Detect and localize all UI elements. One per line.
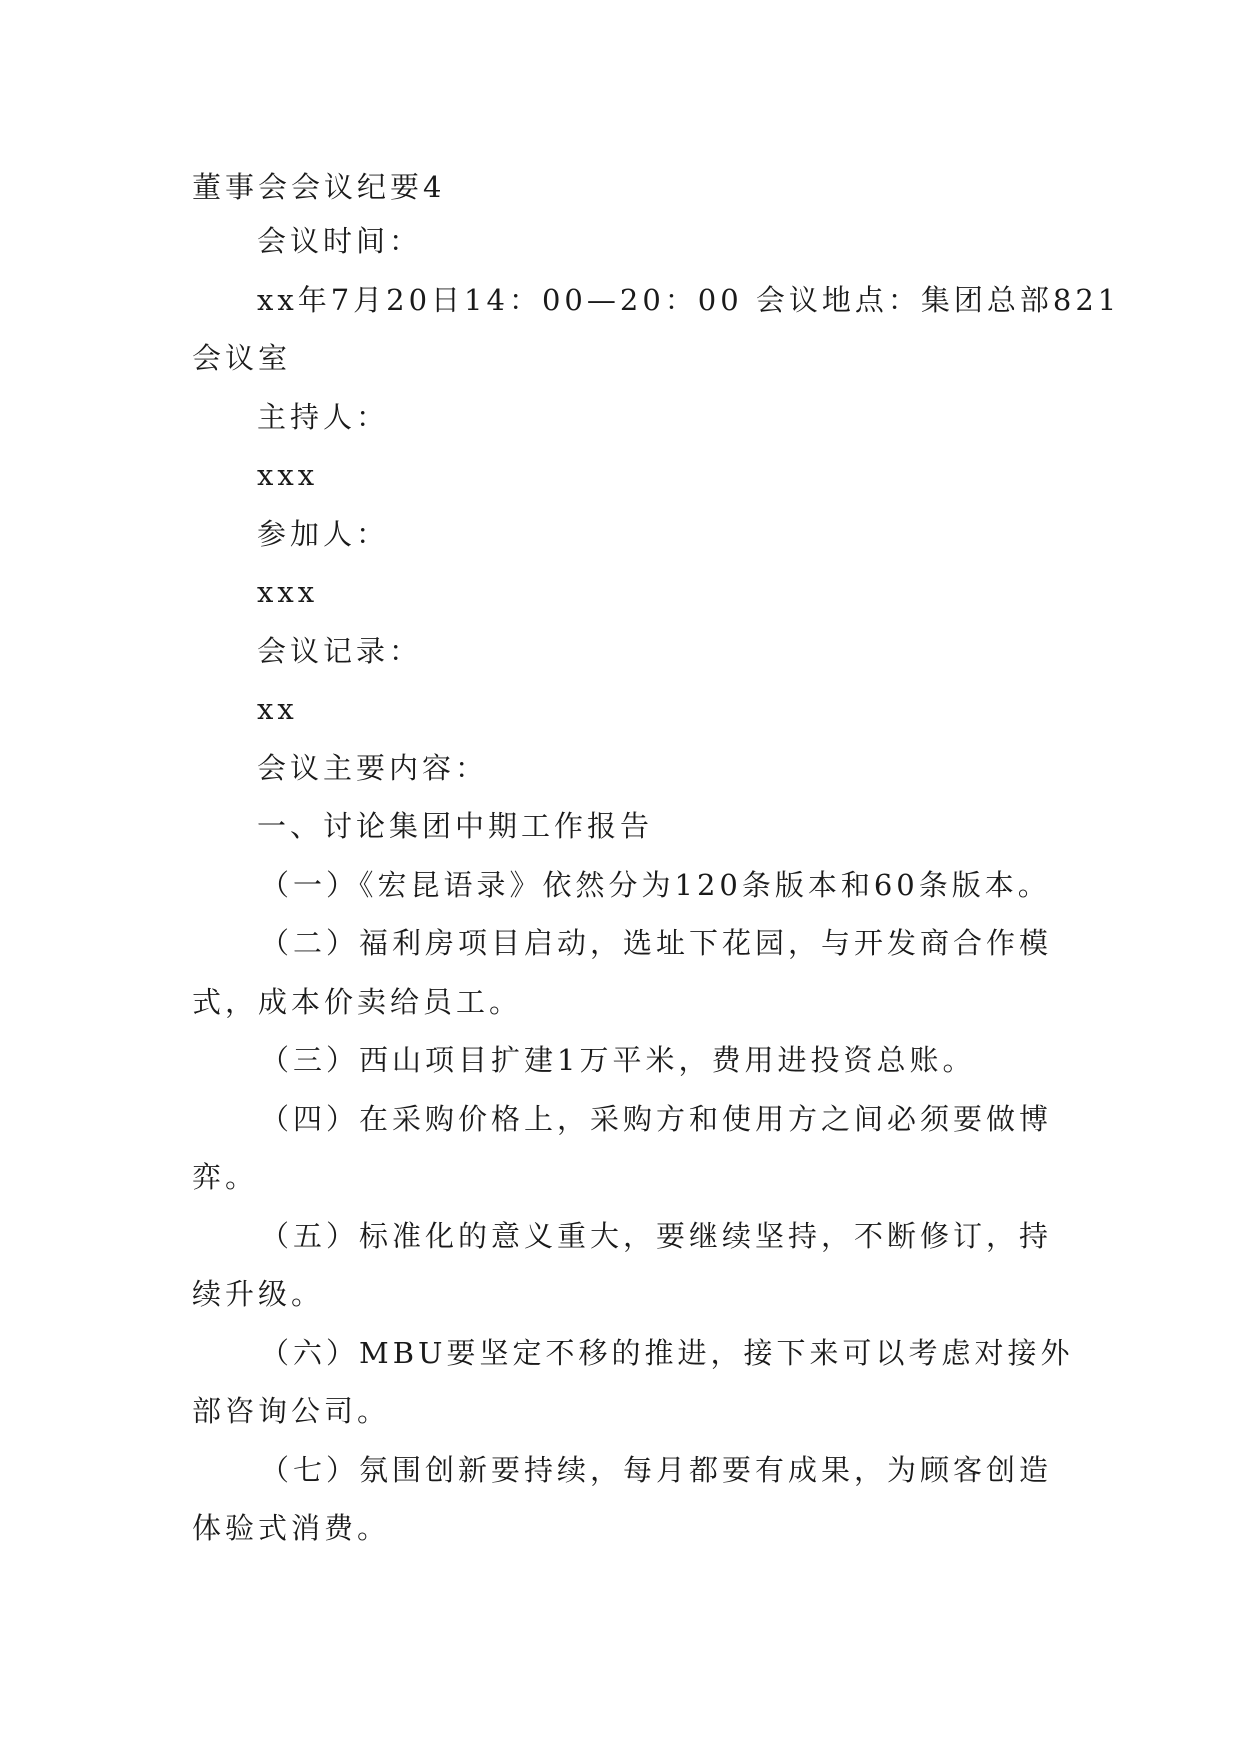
item-1: （一）《宏昆语录》依然分为120条版本和60条版本。 <box>260 867 1051 902</box>
main-content-heading: 会议主要内容： <box>257 750 489 785</box>
item-6-line-2: 部咨询公司。 <box>192 1394 391 1428</box>
document-title: 董事会会议纪要4 <box>192 170 446 204</box>
section-heading-1: 一、讨论集团中期工作报告 <box>257 809 654 843</box>
meeting-room-continuation: 会议室 <box>192 341 292 375</box>
item-5-line-2: 续升级。 <box>192 1277 325 1311</box>
item-2-line-1: （二）福利房项目启动，选址下花园，与开发商合作模 <box>260 926 1053 960</box>
host-label: 主持人： <box>257 399 390 434</box>
item-7-line-1: （七）氛围创新要持续，每月都要有成果，为顾客创造 <box>260 1452 1053 1487</box>
item-7-line-2: 体验式消费。 <box>192 1511 391 1545</box>
meeting-time-label: 会议时间： <box>257 224 423 258</box>
attendees-label: 参加人： <box>257 516 390 551</box>
recorder-label: 会议记录： <box>257 633 423 668</box>
item-6-line-1: （六）MBU要坚定不移的推进，接下来可以考虑对接外 <box>260 1335 1074 1370</box>
item-5-line-1: （五）标准化的意义重大，要继续坚持，不断修订，持 <box>260 1218 1053 1253</box>
item-3: （三）西山项目扩建1万平米，费用进投资总账。 <box>260 1043 976 1077</box>
attendees-value: xxx <box>257 575 319 609</box>
host-value: xxx <box>257 458 319 492</box>
item-2-line-2: 式，成本价卖给员工。 <box>192 984 523 1019</box>
meeting-time-value: xx年7月20日14：00—20：00 会议地点：集团总部821 <box>257 282 1121 317</box>
item-4-line-1: （四）在采购价格上，采购方和使用方之间必须要做博 <box>260 1101 1053 1136</box>
item-4-line-2: 弈。 <box>192 1160 259 1194</box>
document-body <box>192 162 1121 1558</box>
recorder-value: xx <box>257 692 298 726</box>
